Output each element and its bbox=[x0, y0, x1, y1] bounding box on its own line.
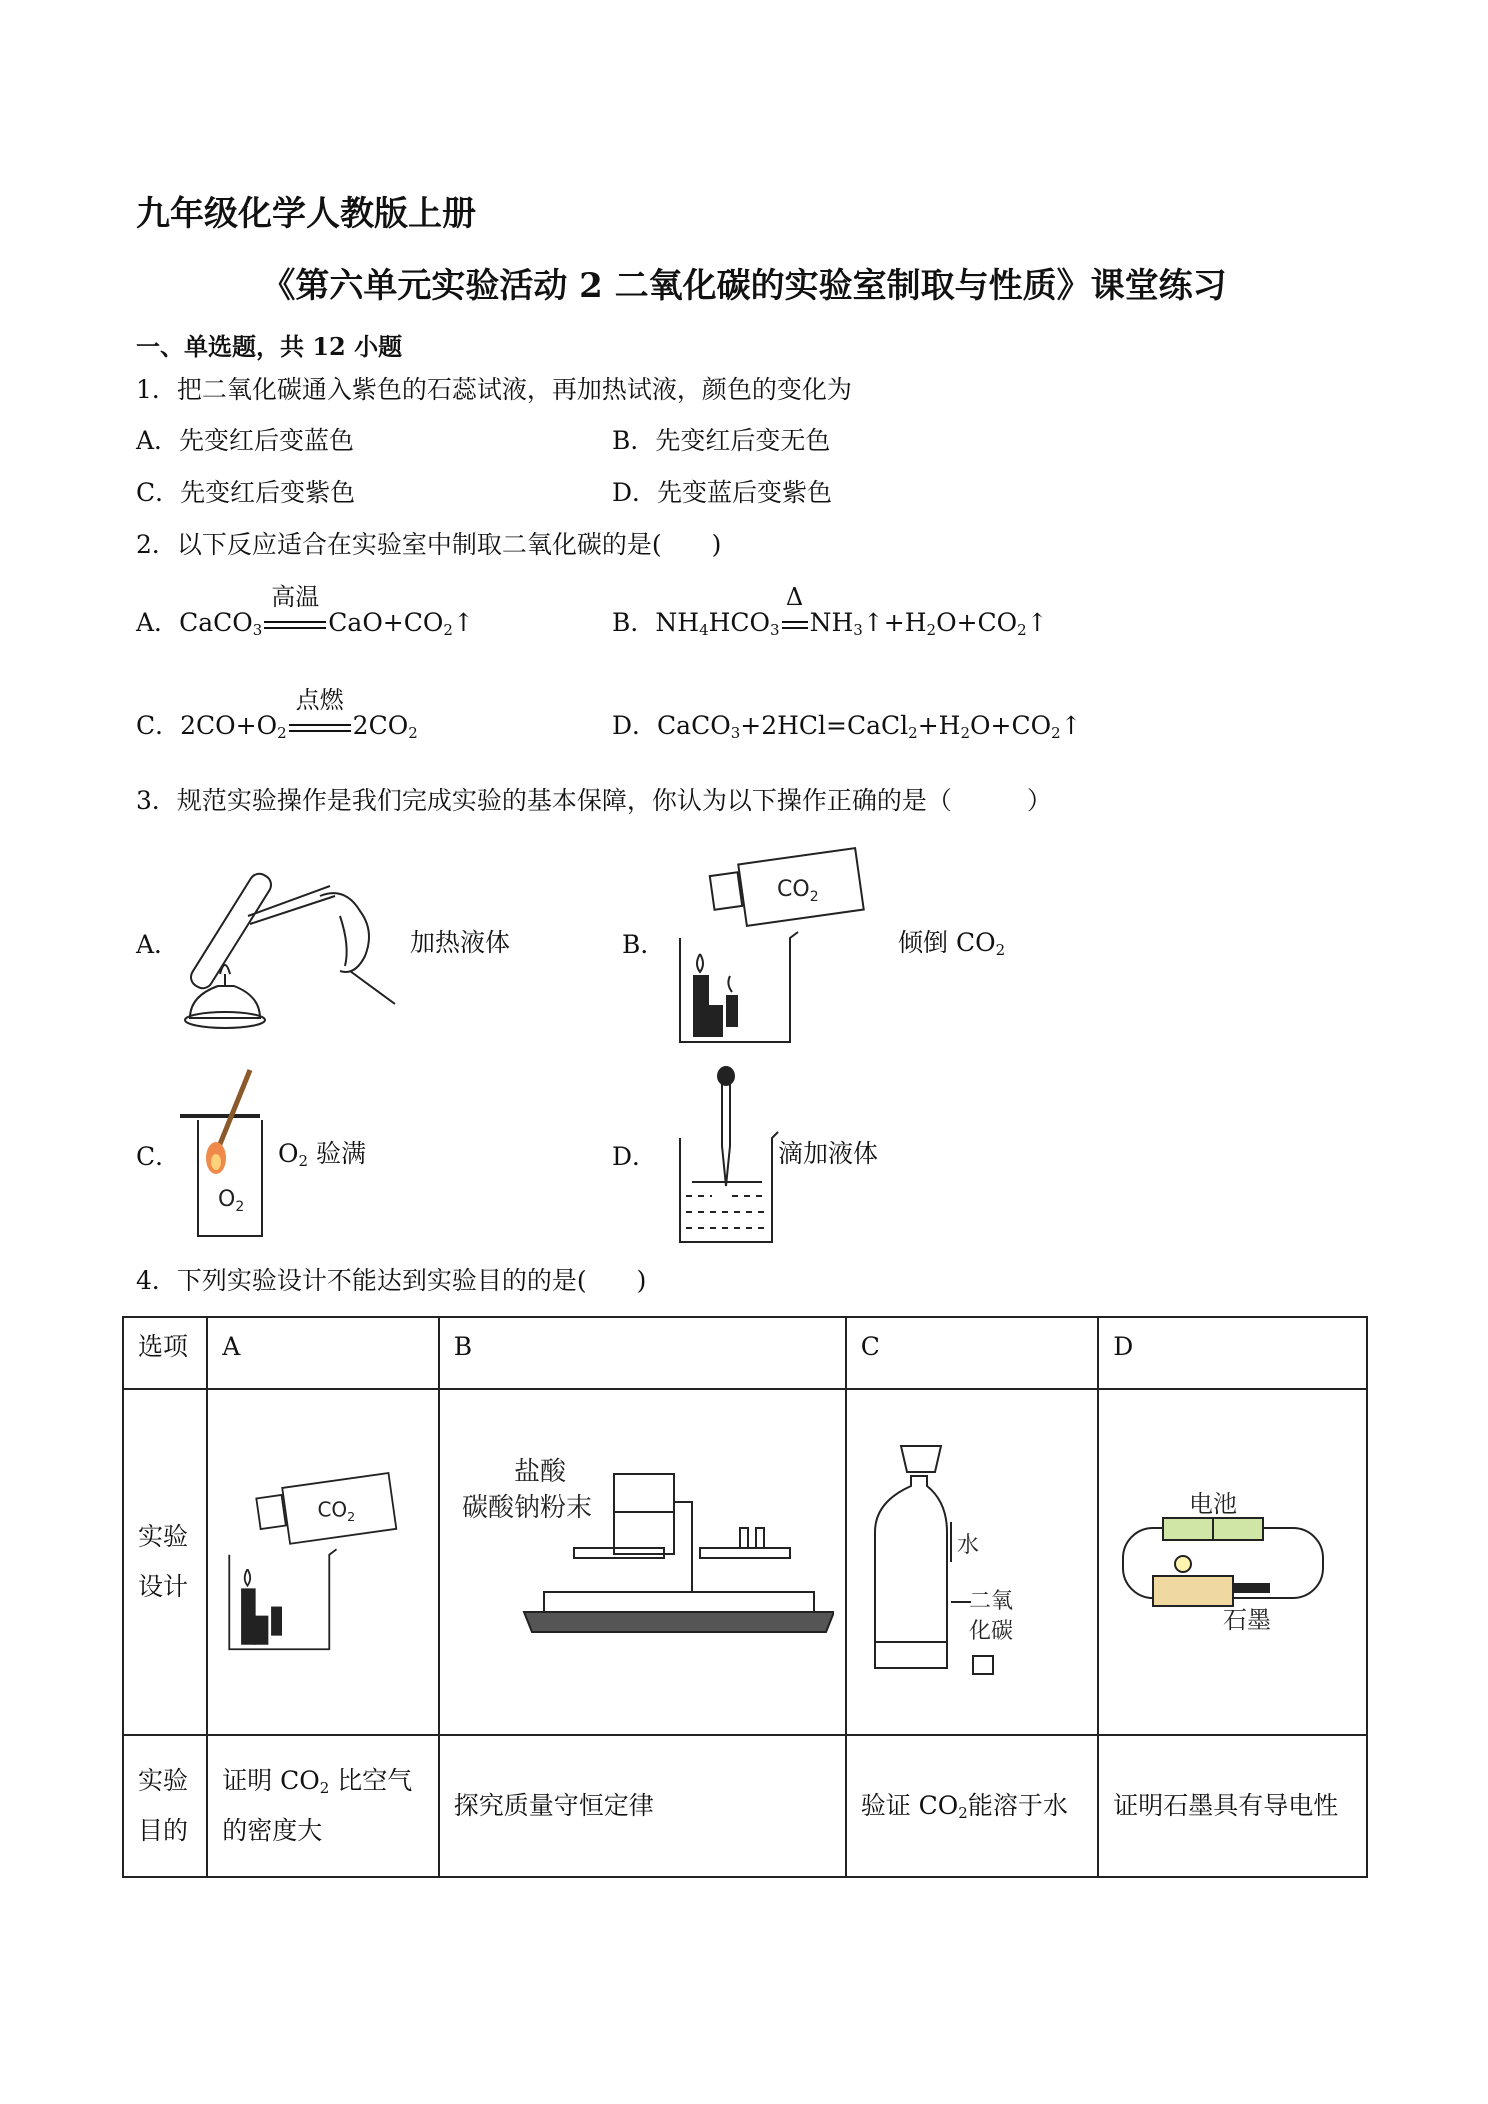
sodium-carbonate-label: 碳酸钠粉末 bbox=[461, 1493, 592, 1523]
co2-bottle-label: $CO_2$ bbox=[777, 877, 819, 905]
document-title: 《第六单元实验活动 2 二氧化碳的实验室制取与性质》课堂练习 bbox=[261, 266, 1227, 306]
q2-option-a-label: A． bbox=[136, 608, 180, 637]
q3-option-a-label: A． bbox=[136, 930, 180, 959]
table-row-label: 实验目的 bbox=[123, 1735, 207, 1877]
o2-bottle-label: $O_2$ bbox=[218, 1187, 245, 1215]
table-header-row bbox=[123, 1317, 1367, 1389]
q2-option-c-label: C． bbox=[136, 711, 181, 740]
q4-table bbox=[122, 1316, 1368, 1878]
co2-label-line2: 化碳 bbox=[968, 1619, 1013, 1644]
q3-option-d-label: D． bbox=[612, 1142, 658, 1171]
condition-text: Δ bbox=[785, 582, 804, 611]
table-cell: B bbox=[439, 1317, 846, 1389]
co2-bottle-label: $CO_2$ bbox=[317, 1497, 356, 1525]
table-cell: 选项 bbox=[123, 1317, 207, 1389]
q4-stem: 4．下列实验设计不能达到实验目的的是( ) bbox=[136, 1266, 647, 1295]
section-heading: 一、单选题，共 12 小题 bbox=[136, 332, 403, 361]
co2-label-line1: 二氧 bbox=[968, 1589, 1013, 1614]
q2-option-c: C．$2CO+O_2$ 点燃 $2CO_2$ bbox=[136, 685, 418, 742]
graphite-label: 石墨 bbox=[1223, 1606, 1272, 1632]
q3-option-d-text: 滴加液体 bbox=[778, 1139, 879, 1168]
design-d-cell bbox=[1098, 1389, 1367, 1735]
purpose-d-cell: 证明石墨具有导电性 bbox=[1098, 1735, 1367, 1877]
table-row-purpose bbox=[123, 1735, 1367, 1877]
table-cell: A bbox=[207, 1317, 439, 1389]
design-d-circuit-figure bbox=[1113, 1492, 1333, 1632]
q3-option-a-text: 加热液体 bbox=[410, 928, 511, 957]
q3-option-c-label: C． bbox=[136, 1142, 181, 1171]
table-row-label: 实验设计 bbox=[123, 1389, 207, 1735]
q3-option-c-text: $O_2$ 验满 bbox=[278, 1139, 367, 1170]
purpose-a-cell: 证明 $CO_2$ 比空气的密度大 bbox=[207, 1735, 439, 1877]
q1-option-d: D．先变蓝后变紫色 bbox=[612, 478, 833, 507]
q2-option-d: D．$CaCO_3+2HCl=CaCl_2+H_2O+CO_2↑$ bbox=[612, 711, 1082, 742]
reaction-condition bbox=[782, 582, 808, 639]
table-cell: C bbox=[846, 1317, 1099, 1389]
battery-label: 电池 bbox=[1189, 1492, 1238, 1518]
o2-check-full-figure bbox=[180, 1066, 290, 1246]
q1-option-b: B．先变红后变无色 bbox=[612, 426, 831, 455]
q1-option-a: A．先变红后变蓝色 bbox=[136, 426, 355, 455]
pour-co2-figure bbox=[672, 846, 892, 1046]
design-b-balance-figure bbox=[454, 1452, 834, 1672]
q3-option-b-text: 倾倒 $CO_2$ bbox=[898, 928, 1006, 959]
q1-stem: 1．把二氧化碳通入紫色的石蕊试液，再加热试液，颜色的变化为 bbox=[136, 375, 852, 404]
q2-option-b-label: B． bbox=[612, 608, 656, 637]
design-b-cell bbox=[439, 1389, 846, 1735]
purpose-b-cell: 探究质量守恒定律 bbox=[439, 1735, 846, 1877]
document-grade: 九年级化学人教版上册 bbox=[136, 194, 476, 234]
dropping-liquid-figure bbox=[672, 1066, 782, 1246]
purpose-c-cell: 验证 $CO_2$能溶于水 bbox=[846, 1735, 1099, 1877]
design-a-cell bbox=[207, 1389, 439, 1735]
q3-stem: 3．规范实验操作是我们完成实验的基本保障，你认为以下操作正确的是（ ） bbox=[136, 786, 1052, 815]
design-c-bottle-figure bbox=[861, 1442, 1031, 1682]
design-a-figure bbox=[222, 1462, 422, 1662]
design-c-cell bbox=[846, 1389, 1099, 1735]
heating-liquid-figure bbox=[170, 856, 410, 1036]
hydrochloric-acid-label: 盐酸 bbox=[513, 1457, 566, 1487]
table-row-design bbox=[123, 1389, 1367, 1735]
water-label: 水 bbox=[956, 1533, 979, 1558]
q2-stem: 2．以下反应适合在实验室中制取二氧化碳的是( ) bbox=[136, 530, 722, 559]
condition-text: 点燃 bbox=[295, 685, 344, 714]
q3-option-b-label: B． bbox=[622, 930, 666, 959]
condition-text: 高温 bbox=[271, 582, 320, 611]
q2-option-a: A．CaCO$_3$ 高温 $CaO+CO_2↑$ bbox=[136, 582, 474, 639]
reaction-condition bbox=[264, 582, 326, 639]
q2-option-d-label: D． bbox=[612, 711, 658, 740]
q1-option-c: C．先变红后变紫色 bbox=[136, 478, 356, 507]
reaction-condition bbox=[289, 685, 351, 742]
table-cell: D bbox=[1098, 1317, 1367, 1389]
q2-option-b: B．$NH_4HCO_3$ Δ $NH_3↑+H_2O+CO_2↑$ bbox=[612, 582, 1048, 639]
